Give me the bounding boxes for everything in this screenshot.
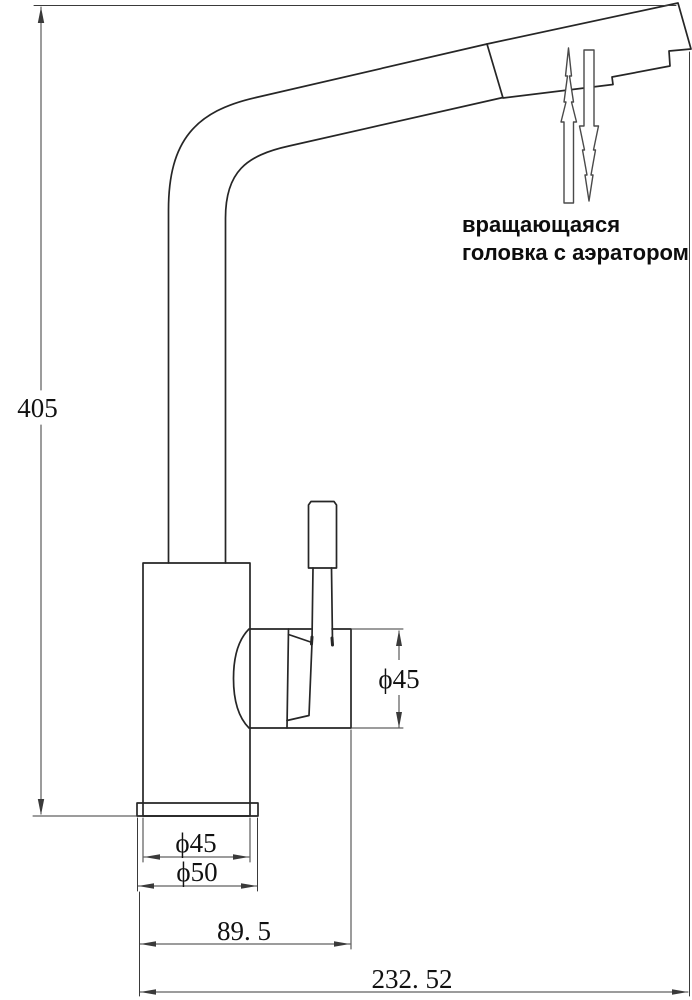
handle-stem	[312, 568, 333, 642]
handle-stem-joint	[312, 637, 333, 645]
dimension-overall-reach	[140, 52, 690, 996]
aerator-annotation-line2: головка с аэратором	[462, 240, 689, 265]
dimension-cartridge-diameter	[352, 629, 425, 728]
dimension-spout-offset	[140, 730, 352, 996]
label-overall-reach: 232. 52	[371, 964, 453, 994]
label-spout-offset: 89. 5	[217, 916, 271, 946]
label-body-diameter: ϕ45	[175, 828, 217, 858]
rotation-down-arrow-icon	[580, 50, 599, 201]
handle-cone	[287, 635, 312, 721]
label-overall-height: 405	[17, 393, 58, 423]
rotation-up-arrow-icon	[561, 48, 577, 203]
aerator-annotation	[462, 211, 689, 267]
spout-outer-curve	[169, 44, 488, 563]
dimension-overall-height	[17, 6, 676, 817]
base-flange	[137, 803, 258, 816]
spout-inner-curve	[226, 98, 504, 564]
label-cartridge-diameter: ϕ45	[378, 664, 420, 694]
rotation-arrows	[561, 48, 599, 203]
handle-grip	[309, 502, 337, 569]
cartridge-seam	[287, 629, 289, 728]
dimension-body-diameter	[143, 818, 250, 862]
label-base-diameter: ϕ50	[176, 857, 218, 887]
aerator-annotation-line1: вращающаяся	[462, 212, 621, 237]
